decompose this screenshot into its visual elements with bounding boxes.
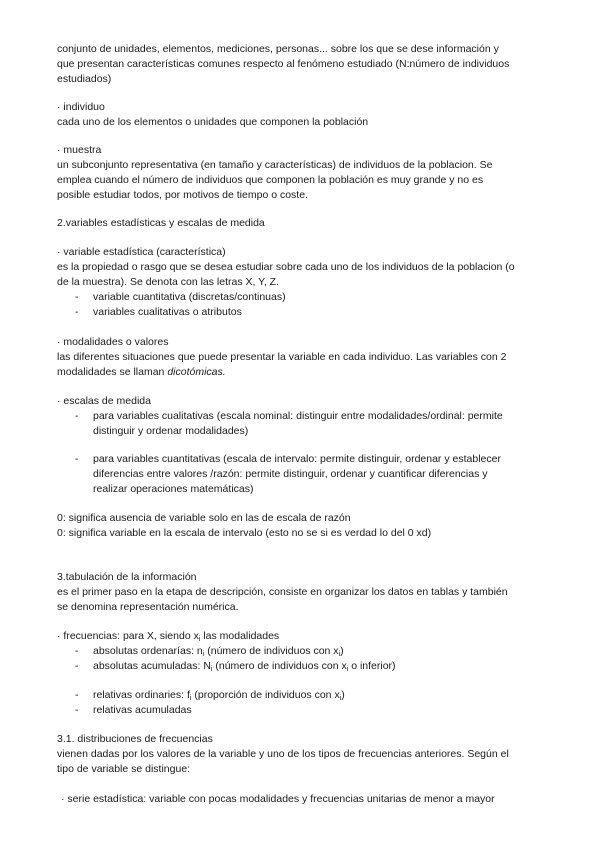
bullet-dash: - xyxy=(75,689,79,701)
heading-variable-estadistica: · variable estadística (característica) xyxy=(57,246,226,258)
text-line: cada uno de los elementos o unidades que componen la población xyxy=(57,116,369,128)
text-line: tipo de variable se distingue: xyxy=(57,763,191,775)
text-line: emplea cuando el número de individuos que componen la población es muy grande y no es xyxy=(57,174,484,186)
subscript: i xyxy=(210,666,213,673)
subscript: i xyxy=(338,651,341,658)
section-heading: 2.variables estadísticas y escalas de medida xyxy=(57,217,265,229)
list-item-text xyxy=(93,644,344,659)
text-span: absolutas acumuladas: N xyxy=(93,660,211,672)
text-span: (proporción de individuos con x xyxy=(191,689,340,701)
list-item-text: para variables cuantitativas (escala de intervalo: permite distinguir, ordenar y establecer xyxy=(93,453,501,465)
text-line: un subconjunto representativa (en tamaño y características) de individuos de la poblacion. Se xyxy=(57,159,493,171)
heading-muestra: · muestra xyxy=(57,144,102,156)
text-span: (número de individuos con x xyxy=(212,660,347,672)
heading-frecuencias xyxy=(57,629,279,644)
list-item-text: relativas acumuladas xyxy=(93,704,192,716)
subsection-heading: 3.1. distribuciones de frecuencias xyxy=(57,733,213,745)
text-span: ) xyxy=(340,645,344,657)
text-line: estudiados) xyxy=(57,73,112,85)
text-line: que presentan características comunes respecto al fenómeno estudiado (N:número de individuos xyxy=(57,58,510,70)
text-span: ) xyxy=(341,689,345,701)
text-line: las diferentes situaciones que puede presentar la variable en cada individuo. Las variables con 2 xyxy=(57,351,507,363)
text-line xyxy=(57,365,226,380)
text-line: de la muestra). Se denota con las letras X, Y, Z. xyxy=(57,276,279,288)
list-item-continuation: realizar operaciones matemáticas) xyxy=(93,483,254,495)
text-line: es la propiedad o rasgo que se desea estudiar sobre cada uno de los individuos de la poblacion (o xyxy=(57,261,515,273)
italic-term: dicotómicas. xyxy=(167,366,226,378)
text-line: 0: significa ausencia de variable solo en las de escala de razón xyxy=(57,512,351,524)
subscript: i xyxy=(202,651,205,658)
list-item-text xyxy=(93,659,396,674)
subscript: i xyxy=(346,666,349,673)
subscript: i xyxy=(198,636,201,643)
text-line: vienen dadas por los valores de la variable y uno de los tipos de frecuencias anteriores. Según el xyxy=(57,748,509,760)
bullet-dash: - xyxy=(75,453,79,465)
text-line: posible estudiar todos, por motivos de tiempo o coste. xyxy=(57,189,308,201)
list-item-text xyxy=(93,688,345,703)
list-item-continuation: diferencias entre valores /razón: permite distinguir, ordenar y cuantificar diferencias y xyxy=(93,468,488,480)
section-heading: 3.tabulación de la información xyxy=(57,571,197,583)
heading-individuo: · individuo xyxy=(57,101,105,113)
list-item-continuation: distinguir y ordenar modalidades) xyxy=(93,425,249,437)
subscript: i xyxy=(189,695,192,702)
text-span: · frecuencias: para X, siendo x xyxy=(57,630,199,642)
list-item-text: variables cualitativas o atributos xyxy=(93,306,242,318)
list-item-text: variable cuantitativa (discretas/continuas) xyxy=(93,291,286,303)
text-span: (número de individuos con x xyxy=(204,645,339,657)
bullet-dash: - xyxy=(75,410,79,422)
text-span: las modalidades xyxy=(200,630,280,642)
text-span: modalidades se llaman xyxy=(57,366,168,378)
text-span: o inferior) xyxy=(348,660,396,672)
text-line: 0: significa variable en la escala de intervalo (esto no se si es verdad lo del 0 xd) xyxy=(57,527,432,539)
text-line: es el primer paso en la etapa de descripción, consiste en organizar los datos en tablas y también xyxy=(57,586,508,598)
subscript: i xyxy=(339,695,342,702)
bullet-dash: - xyxy=(75,704,79,716)
text-span: relativas ordinaries: f xyxy=(93,689,190,701)
bullet-dash: - xyxy=(75,660,79,672)
heading-escalas: · escalas de medida xyxy=(57,395,151,407)
text-line: se denomina representación numérica. xyxy=(57,601,239,613)
text-span: absolutas ordenarías: n xyxy=(93,645,203,657)
text-line: · serie estadística: variable con pocas modalidades y frecuencias unitarias de menor a mayor xyxy=(61,793,495,805)
bullet-dash: - xyxy=(75,291,79,303)
heading-modalidades: · modalidades o valores xyxy=(57,336,169,348)
bullet-dash: - xyxy=(75,645,79,657)
text-line: conjunto de unidades, elementos, mediciones, personas... sobre los que se dese información y xyxy=(57,43,499,55)
bullet-dash: - xyxy=(75,306,79,318)
list-item-text: para variables cualitativas (escala nominal: distinguir entre modalidades/ordinal: permite xyxy=(93,410,503,422)
